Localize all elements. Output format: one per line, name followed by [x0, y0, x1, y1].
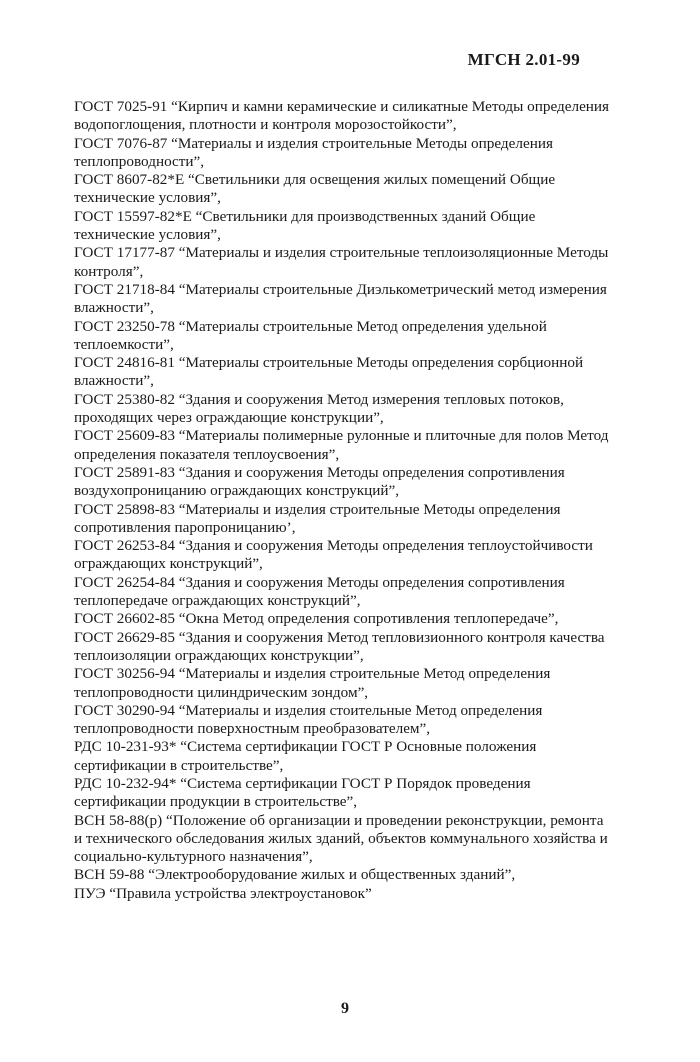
reference-item: ГОСТ 25380-82 “Здания и сооружения Метод измерения тепловых потоков, проходящих через ограждающие конструкции”, [74, 390, 564, 427]
reference-item: ГОСТ 7076-87 “Материалы и изделия строительные Методы определения теплопроводности”, [74, 134, 553, 170]
reference-item: ГОСТ 24816-81 “Материалы строительные Методы определения сорбционной влажности”, [74, 354, 584, 390]
reference-item: ГОСТ 30290-94 “Материалы и изделия стоительные Метод определения теплопроводности поверхностным преобразователем”, [74, 701, 543, 738]
reference-item: ГОСТ 30256-94 “Материалы и изделия строительные Метод определения теплопроводности цилиндрическим зондом”, [74, 665, 551, 701]
reference-item: ВСН 59-88 “Электрооборудование жилых и общественных зданий”, [74, 866, 516, 884]
normative-references-list [74, 98, 614, 903]
reference-item: ГОСТ 25898-83 “Материалы и изделия строительные Методы определения сопротивления паропроницанию’, [74, 500, 561, 536]
document-code-header: МГСН 2.01-99 [467, 50, 580, 69]
page-number: 9 [341, 1000, 349, 1017]
reference-item: ГОСТ 26629-85 “Здания и сооружения Метод тепловизионного контроля качества теплоизоляции ограждающих конструкции”, [74, 628, 605, 664]
reference-item: РДС 10-232-94* “Система сертификации ГОСТ Р Порядок проведения сертификации продукции в строительстве”, [74, 774, 531, 811]
reference-item: ГОСТ 17177-87 “Материалы и изделия строительные теплоизоляционные Методы контроля”, [74, 244, 609, 280]
reference-item: ПУЭ “Правила устройства электроустановок” [74, 884, 372, 902]
reference-item: ГОСТ 26254-84 “Здания и сооружения Методы определения сопротивления теплопередаче ограждающих конструкций”, [74, 573, 565, 610]
reference-item: ГОСТ 25891-83 “Здания и сооружения Методы определения сопротивления воздухопроницанию ограждающих конструкций”, [74, 463, 565, 500]
reference-item: ГОСТ 23250-78 “Материалы строительные Метод определения удельной теплоемкости”, [74, 317, 547, 353]
reference-item: ГОСТ 21718-84 “Материалы строительные Диэлькометрический метод измерения влажности”, [74, 280, 607, 317]
reference-item: ГОСТ 25609-83 “Материалы полимерные рулонные и плиточные для полов Метод определения показателя теплоусвоения”, [74, 427, 609, 463]
reference-item: ГОСТ 8607-82*Е “Светильники для освещения жилых помещений Общие технические условия”, [74, 171, 556, 207]
reference-item: ГОСТ 15597-82*Е “Светильники для производственных зданий Общие технические условия”, [74, 207, 536, 244]
reference-item: ВСН 58-88(р) “Положение об организации и проведении реконструкции, ремонта и технического обследования жилых зданий, объектов коммунального хозяйства и социально-культурного назначения”, [74, 811, 608, 866]
reference-item: ГОСТ 26602-85 “Окна Метод определения сопротивления теплопередаче”, [74, 610, 559, 628]
reference-item: РДС 10-231-93* “Система сертификации ГОСТ Р Основные положения сертификации в строительстве”, [74, 738, 537, 774]
reference-item: ГОСТ 26253-84 “Здания и сооружения Методы определения теплоустойчивости ограждающих конструкций”, [74, 537, 593, 573]
reference-item: ГОСТ 7025-91 “Кирпич и камни керамические и силикатные Методы определения водопоглощения, плотности и контроля морозостойкости”, [74, 98, 610, 134]
